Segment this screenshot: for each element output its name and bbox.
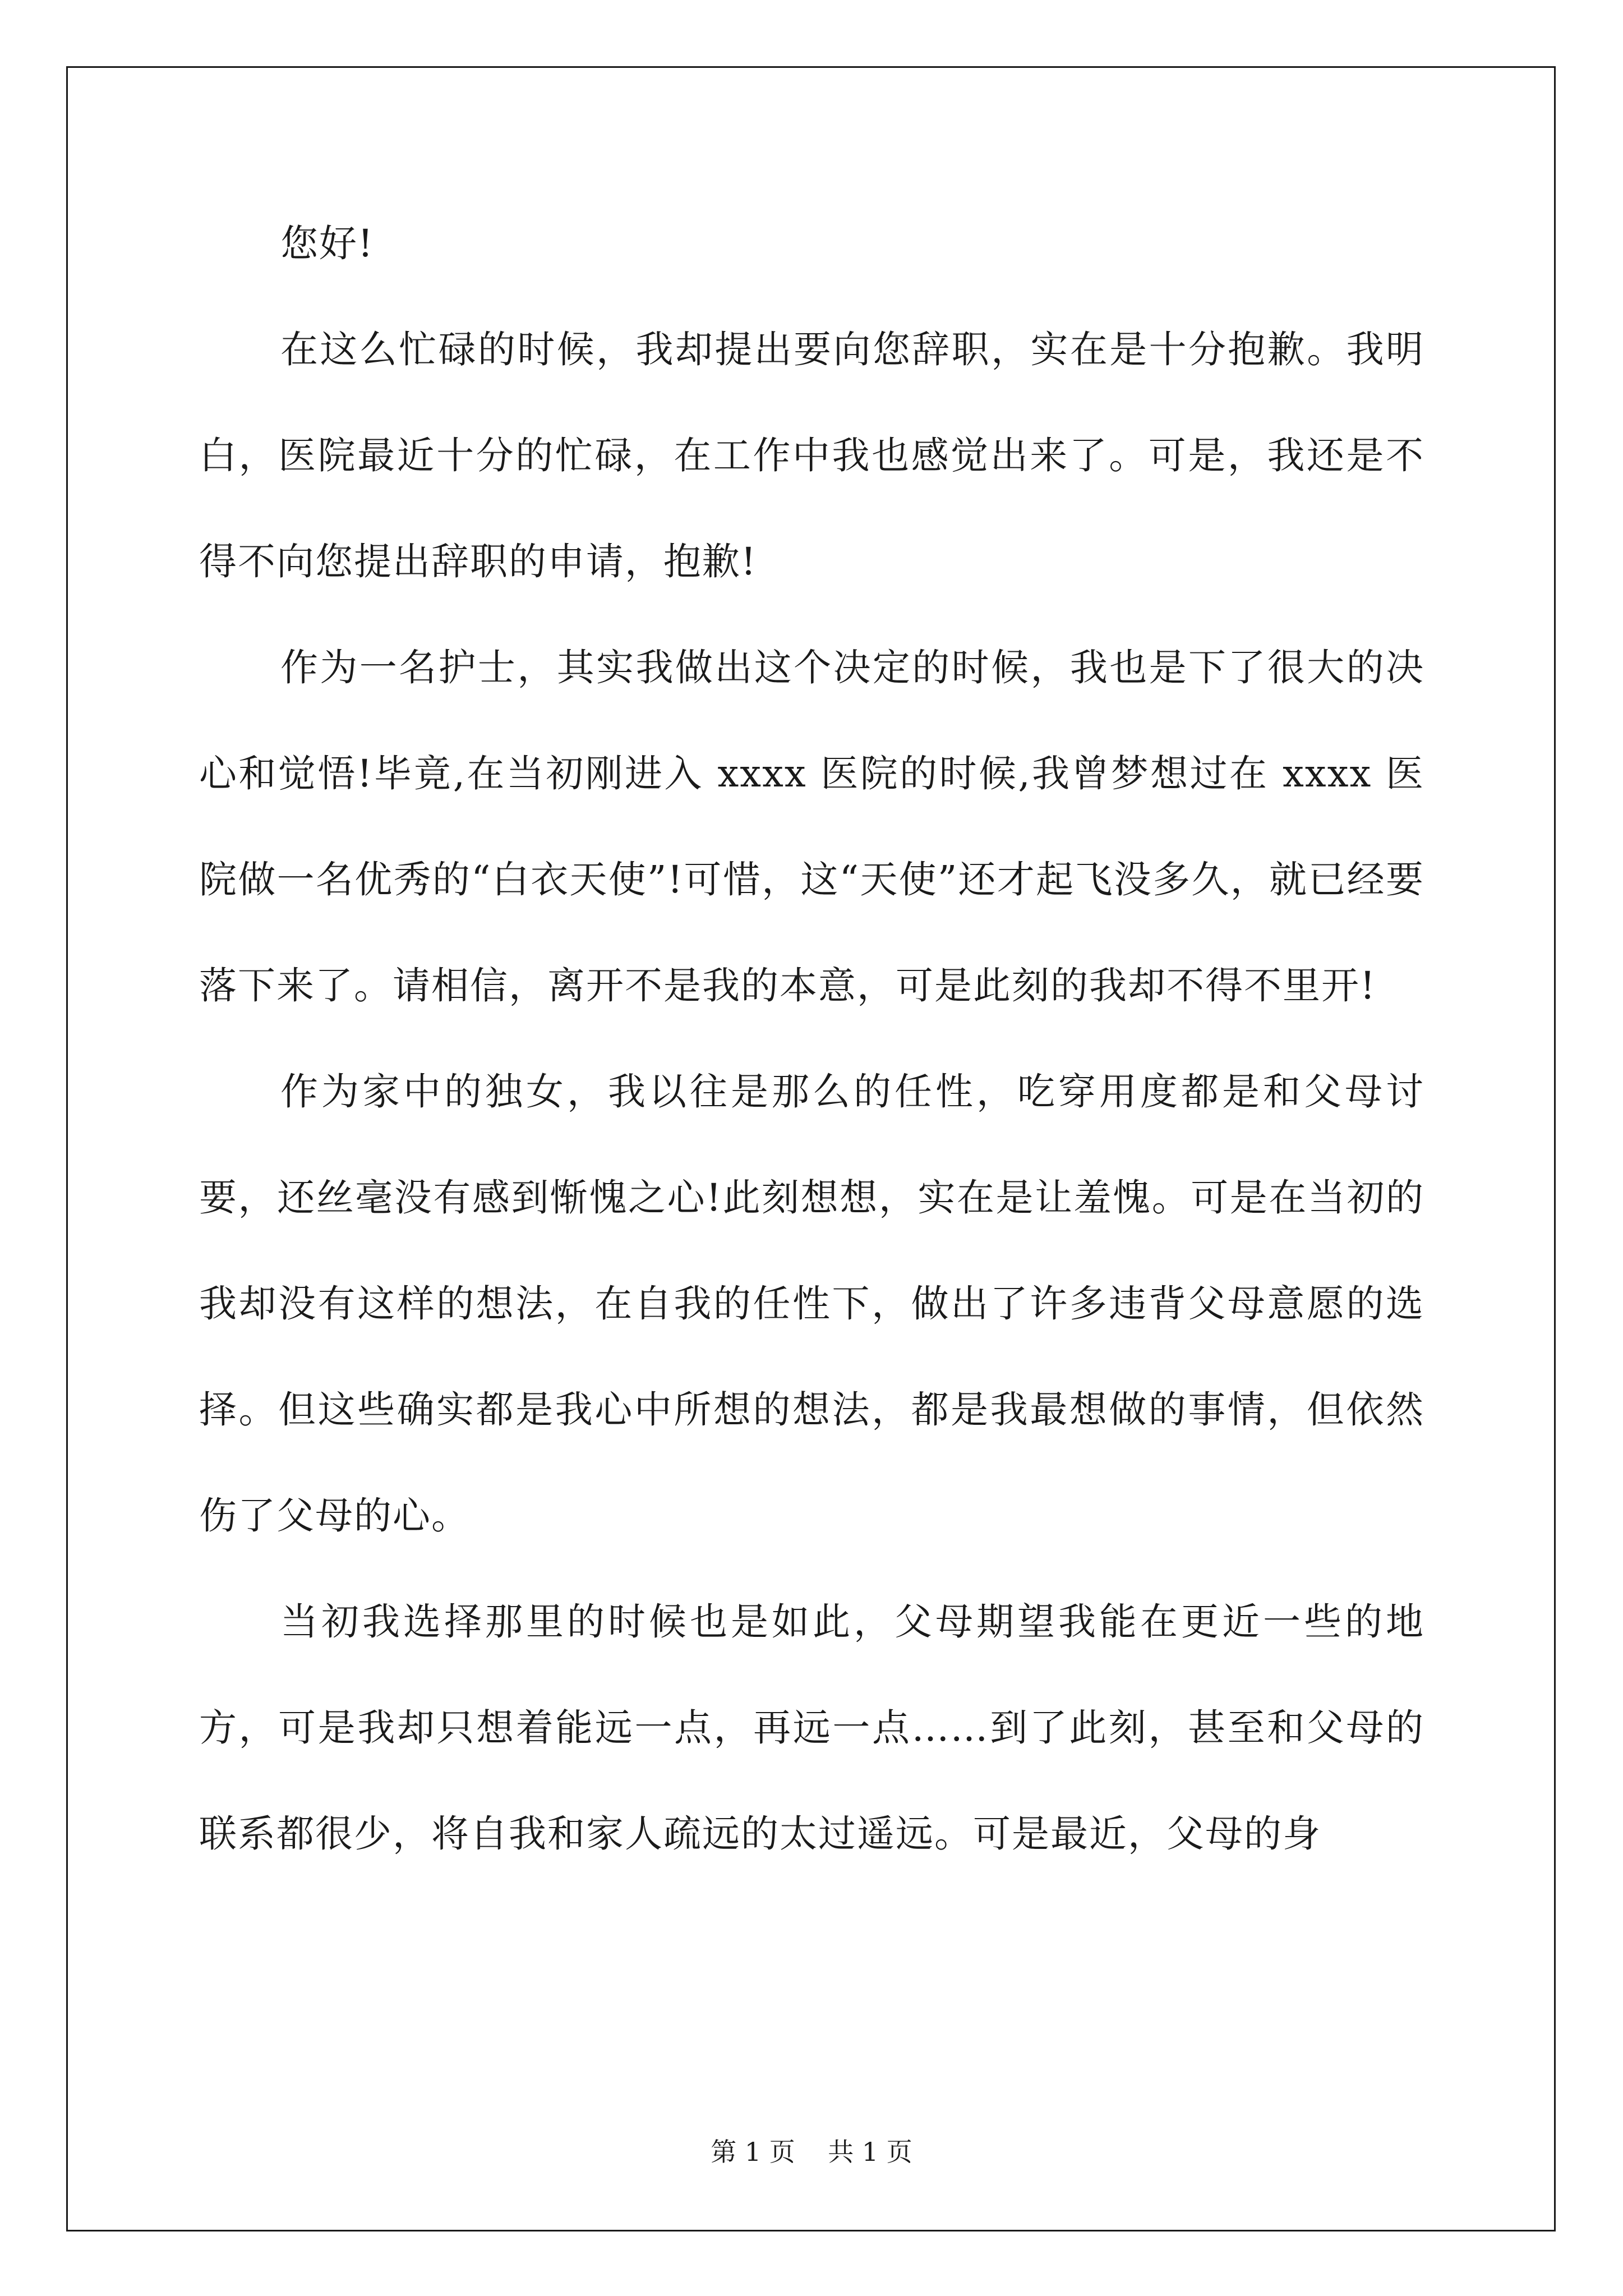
greeting: 您好! [280, 222, 374, 265]
paragraph-2: 作为一名护士，其实我做出这个决定的时候，我也是下了很大的决心和觉悟!毕竟,在当初刚进入 xxxx 医院的时候,我曾梦想过在 xxxx 医院做一名优秀的“白衣天使”!可惜，这“天使”还才起飞没多久，就已经要落下来了。请相信，离开不是我的本意，可是此刻的我却不得不里开! [199, 646, 1424, 1007]
paragraph-3: 作为家中的独女，我以往是那么的任性，吃穿用度都是和父母讨要，还丝毫没有感到惭愧之心!此刻想想，实在是让羞愧。可是在当初的我却没有这样的想法，在自我的任性下，做出了许多违背父母意愿的选择。但这些确实都是我心中所想的想法，都是我最想做的事情，但依然伤了父母的心。 [199, 1070, 1424, 1538]
page-total: 共 1 页 [828, 2137, 912, 2167]
letter-body [199, 191, 1424, 1887]
page-number: 第 1 页 [711, 2137, 795, 2167]
paragraph-1: 在这么忙碌的时候，我却提出要向您辞职，实在是十分抱歉。我明白，医院最近十分的忙碌，在工作中我也感觉出来了。可是，我还是不得不向您提出辞职的申请，抱歉! [199, 328, 1424, 583]
page-footer [0, 2132, 1623, 2169]
paragraph-4: 当初我选择那里的时候也是如此，父母期望我能在更近一些的地方，可是我却只想着能远一点，再远一点……到了此刻，甚至和父母的联系都很少，将自我和家人疏远的太过遥远。可是最近，父母的身 [199, 1600, 1424, 1856]
